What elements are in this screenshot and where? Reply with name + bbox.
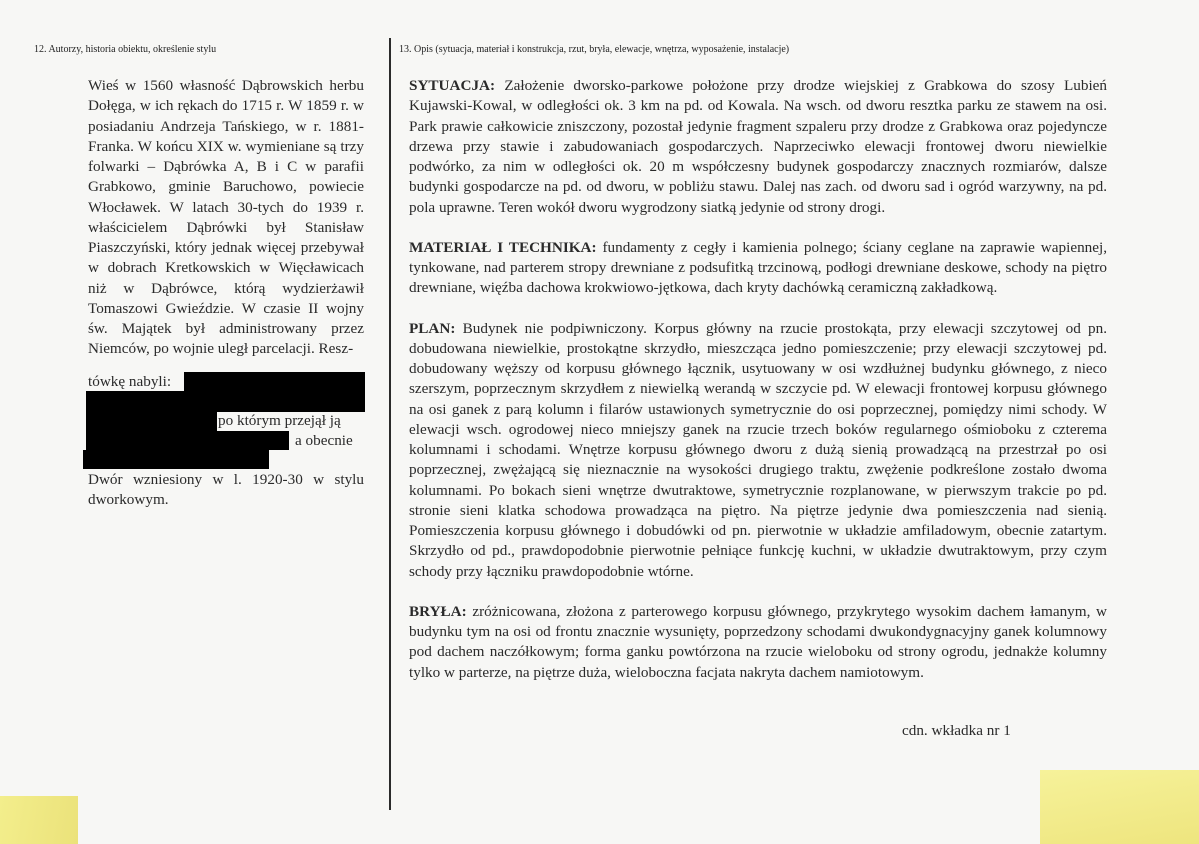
section-text: zróżnicowana, złożona z parterowego korpusu głównego, przykrytego wysokim dachem łamanym, w budynku tym na osi od frontu znacznie wysunięty, poprzedzony schodami dwukondygnacyjny ganek kolumnowy pod dachem naczółkowym; forma ganku powtórzona na rzucie wieloboku od strony ogrodu, jednakże kolumny tylko w parterze, na piętrze duża, wieloboczna facjata nakryta dachem namiotowym.: [409, 602, 1107, 681]
redaction-block: [86, 412, 217, 431]
description-column: [409, 76, 1107, 703]
section-title: MATERIAŁ I TECHNIKA:: [409, 238, 597, 256]
continuation-note: cdn. wkładka nr 1: [902, 722, 1011, 739]
column-divider: [389, 38, 391, 810]
section-title: SYTUACJA:: [409, 77, 496, 94]
section-text: fundamenty z cegły i kamienia polnego; ściany ceglane na zaprawie wapiennej, tynkowane, nad parterem stropy drewniane z podsufitką trzcinową, podłogi drewniane deskowe, schody na piętro drewniane, więźba dachowa krokwiowo-jętkowa, dach kryty dachówką ceramiczną zakładkową.: [409, 238, 1108, 297]
history-column: [88, 76, 364, 360]
redaction-block: [83, 450, 269, 469]
construction-date-paragraph: Dwór wzniesiony w l. 1920-30 w stylu dworkowym.: [88, 471, 364, 509]
buyers-label: tówkę nabyli:: [88, 373, 172, 390]
section-plan: [409, 319, 1107, 582]
section-text: Założenie dworsko-parkowe położone przy drodze wiejskiej z Grabkowa do szosy Lubień Kujawski-Kowal, w odległości ok. 3 km na pd. od Kowala. Na wsch. od dworu resztka parku ze stawem na osi. Park prawie całkowicie zniszczony, pozostał jedynie fragment szpaleru przy drodze z Grabkowa oraz pojedyncze drzewa przy stawie i zabudowaniach gospodarczych. Naprzeciwko elewacji frontowej dworu niewielkie podwórko, za nim w odległości ok. 20 m współczesny budynek gospodarczy znacznych rozmiarów, dalsze budynki gospodarcze na pd. od dworu, w pobliżu stawu. Dalej nas zach. od dworu sad i ogród warzywny, na pd. pola uprawne. Teren wokół dworu wygrodzony siatką jedynie od strony drogi.: [409, 77, 1108, 216]
right-column-header: 13. Opis (sytuacja, materiał i konstrukcja, rzut, bryła, elewacje, wnętrza, wyposażenie, instalacje): [399, 44, 790, 55]
tape-strip: [1040, 770, 1199, 844]
tape-strip: [0, 796, 78, 844]
history-paragraph: Wieś w 1560 własność Dąbrowskich herbu Dołęga, w ich rękach do 1715 r. W 1859 r. w posiadaniu Andrzeja Tańskiego, w r. 1881- Franka. W końcu XIX w. wymieniane są trzy folwarki – Dąbrówka A, B i C w parafii Grabkowo, gminie Baruchowo, powiecie Włocławek. W latach 30-tych do 1939 r. właścicielem Dąbrówki był Stanisław Piaszczyński, który jednak więcej przebywał w dobrach Kretkowskich w Więcławicach niż w Dąbrówce, którą wydzierżawił Tomaszowi Gwieździe. W czasie II wojny św. Majątek był administrowany przez Niemców, po wojnie uległ parcelacji. Resz-: [88, 77, 364, 358]
redaction-block: [86, 431, 289, 450]
section-sytuacja: [409, 76, 1107, 218]
redaction-block: [86, 391, 365, 412]
takeover-text: po którym przejął ją: [218, 412, 341, 429]
section-text: Budynek nie podpiwniczony. Korpus główny na rzucie prostokąta, przy elewacji szczytowej od pn. dobudowana niewielkie, prostokątne skrzydło, mieszcząca jedno pomieszczenie; przy elewacji szczytowej pd. dobudowany węższy od korpusu głównego łącznik, usytuowany w osi wzdłużnej budynku głównego, z nieco szerszym, poprzecznym skrzydłem z niewielką werandą w szczycie pd. W elewacji frontowej korpusu głównego na osi ganek z parą kolumn i filarów ustawionych symetrycznie do osi poprzecznej, pomiędzy nimi schody. W elewacji wsch. ogrodowej nieco mniejszy ganek na rzucie trzech boków regularnego ośmioboku z czterema kolumnami i schodami. Wnętrze korpusu głównego dworu z dużą sienią prowadzącą na przestrzał po osi poprzecznej, zwężającą się nieznacznie na wysokości drugiego traktu, zwężenie podkreślone zostało dwoma kolumnami. Po bokach sieni wnętrze dwutraktowe, symetrycznie rozplanowane, w pierwszym trakcie po pd. stronie sieni klatka schodowa prowadząca na piętro. Na piętrze jedynie dwa pomieszczenia nad sienią. Pomieszczenia korpusu głównego i dobudówki od pn. pierwotnie w układzie amfiladowym, obecnie zatartym. Skrzydło od pd., prawdopodobnie pierwotnie pełniące funkcję kuchni, w układzie dwutraktowym, przy czym schody przy łączniku prawdopodobnie wtórne.: [409, 319, 1107, 580]
construction-date-block: [88, 470, 364, 511]
currently-text: a obecnie: [295, 432, 353, 449]
left-column-header: 12. Autorzy, historia obiektu, określenie stylu: [34, 44, 217, 55]
section-title: BRYŁA:: [409, 602, 467, 620]
section-bryla: [409, 602, 1107, 683]
redaction-block: [184, 372, 365, 391]
section-title: PLAN:: [409, 319, 456, 337]
section-material: [409, 238, 1107, 299]
